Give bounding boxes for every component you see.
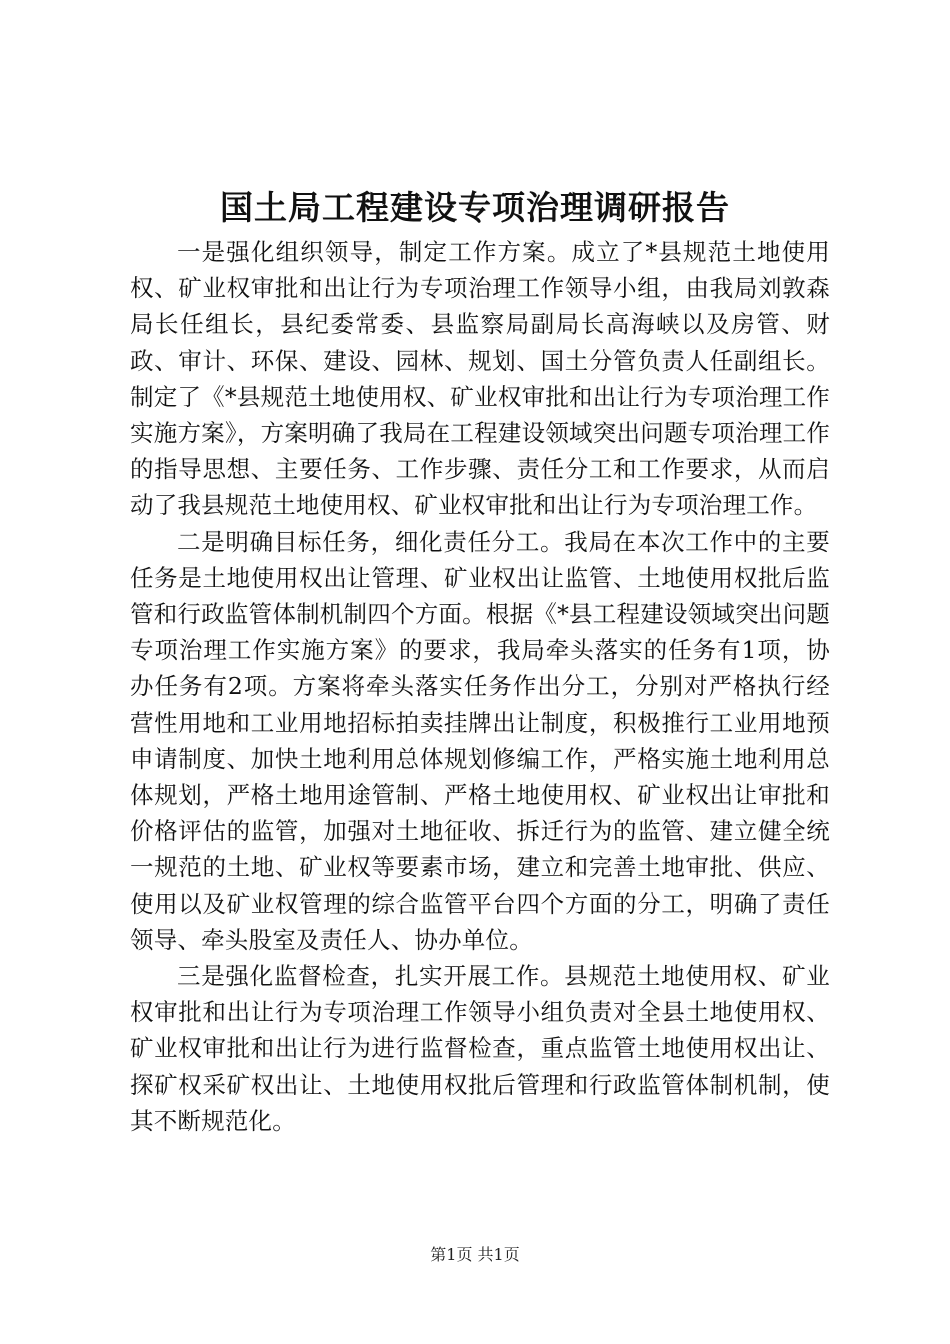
paragraph-2: 二是明确目标任务，细化责任分工。我局在本次工作中的主要任务是土地使用权出让管理、矿业权出让监管、土地使用权批后监管和行政监管体制机制四个方面。根据《*县工程建设领域突出问题专项治理工作实施方案》的要求，我局牵头落实的任务有1项，协办任务有2项。方案将牵头落实任务作出分工，分别对严格执行经营性用地和工业用地招标拍卖挂牌出让制度，积极推行工业用地预申请制度、加快土地利用总体规划修编工作，严格实施土地利用总体规划，严格土地用途管制、严格土地使用权、矿业权出让审批和价格评估的监管，加强对土地征收、拆迁行为的监管、建立健全统一规范的土地、矿业权等要素市场，建立和完善土地审批、供应、使用以及矿业权管理的综合监管平台四个方面的分工，明确了责任领导、牵头股室及责任人、协办单位。 <box>130 527 830 954</box>
document-body <box>130 234 830 1139</box>
paragraph-1: 一是强化组织领导，制定工作方案。成立了*县规范土地使用权、矿业权审批和出让行为专项治理工作领导小组，由我局刘敦森局长任组长，县纪委常委、县监察局副局长高海峡以及房管、财政、审计、环保、建设、园林、规划、国土分管负责人任副组长。制定了《*县规范土地使用权、矿业权审批和出让行为专项治理工作实施方案》，方案明确了我局在工程建设领域突出问题专项治理工作的指导思想、主要任务、工作步骤、责任分工和工作要求，从而启动了我县规范土地使用权、矿业权审批和出让行为专项治理工作。 <box>130 238 830 520</box>
page-footer: 第1页 共1页 <box>430 1245 520 1264</box>
paragraph-3: 三是强化监督检查，扎实开展工作。县规范土地使用权、矿业权审批和出让行为专项治理工作领导小组负责对全县土地使用权、矿业权审批和出让行为进行监督检查，重点监管土地使用权出让、探矿权采矿权出让、土地使用权批后管理和行政监管体制机制，使其不断规范化。 <box>130 962 830 1135</box>
document-title: 国土局工程建设专项治理调研报告 <box>220 188 730 227</box>
